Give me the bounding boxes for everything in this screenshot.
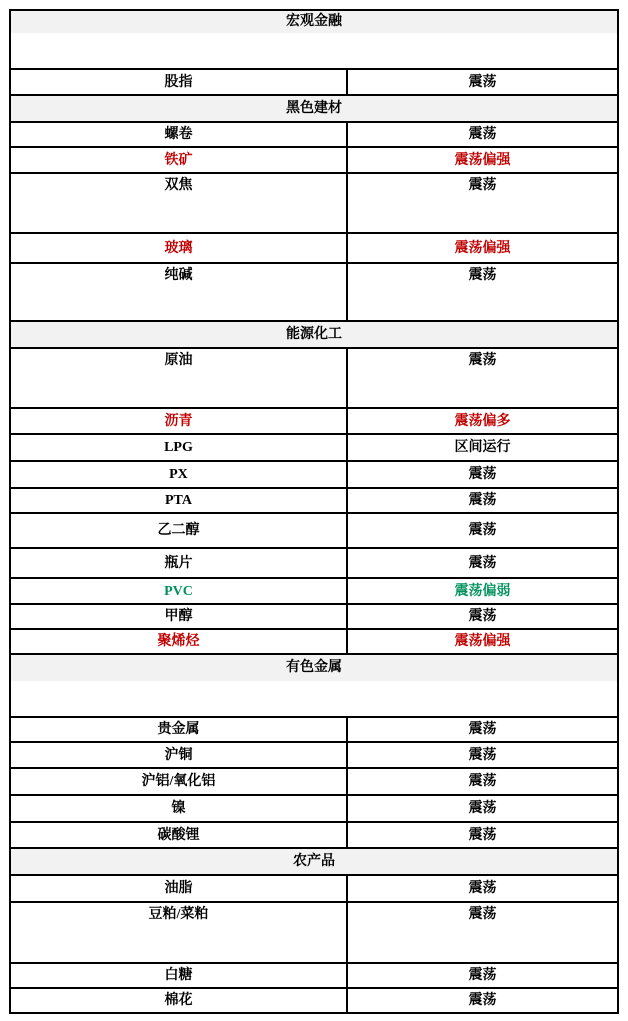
commodity-cell — [11, 876, 348, 901]
outlook-cell — [348, 964, 617, 987]
commodity-name: 聚烯烃 — [157, 634, 200, 649]
outlook-value: 震荡 — [468, 774, 497, 789]
outlook-value: 震荡偏强 — [454, 634, 511, 649]
outlook-cell — [348, 70, 617, 94]
commodity-cell — [11, 462, 348, 487]
commodity-name: 白糖 — [164, 968, 193, 983]
outlook-value: 震荡偏弱 — [454, 583, 511, 599]
outlook-value: 震荡 — [468, 907, 497, 922]
outlook-value: 震荡 — [468, 555, 497, 571]
outlook-value: 震荡 — [468, 993, 497, 1008]
table-row — [11, 462, 617, 489]
commodity-cell — [11, 435, 348, 460]
section-header-band — [11, 96, 617, 121]
section-title: 宏观金融 — [286, 14, 342, 29]
commodity-cell — [11, 174, 348, 232]
outlook-value: 震荡 — [468, 881, 497, 896]
commodity-name: 股指 — [164, 74, 193, 90]
commodity-cell — [11, 264, 348, 320]
table-row — [11, 123, 617, 148]
section-spacer — [11, 681, 617, 716]
commodity-cell — [11, 989, 348, 1012]
section-header-row — [11, 655, 617, 718]
section-header-band — [11, 11, 617, 33]
table-row — [11, 489, 617, 514]
outlook-value: 震荡偏强 — [454, 152, 511, 168]
commodity-name: 双焦 — [164, 178, 193, 193]
commodity-cell — [11, 579, 348, 603]
commodity-name: 镍 — [171, 801, 186, 816]
outlook-value: 震荡偏强 — [454, 240, 511, 256]
outlook-value: 震荡 — [468, 493, 497, 508]
outlook-cell — [348, 903, 617, 962]
commodity-cell — [11, 630, 348, 653]
outlook-value: 震荡 — [468, 127, 497, 142]
commodity-name: 棉花 — [164, 993, 193, 1008]
commodity-cell — [11, 514, 348, 547]
outlook-cell — [348, 605, 617, 628]
table-row — [11, 148, 617, 174]
commodity-name: 纯碱 — [164, 268, 193, 283]
section-header-row — [11, 849, 617, 876]
table-row — [11, 718, 617, 743]
outlook-cell — [348, 796, 617, 821]
outlook-value: 震荡 — [468, 827, 497, 843]
outlook-value: 震荡 — [468, 178, 497, 193]
outlook-value: 震荡 — [468, 467, 497, 482]
outlook-cell — [348, 579, 617, 603]
commodity-name: 碳酸锂 — [157, 827, 200, 843]
outlook-cell — [348, 630, 617, 653]
table-row — [11, 903, 617, 964]
table-row — [11, 823, 617, 849]
commodity-cell — [11, 903, 348, 962]
outlook-cell — [348, 743, 617, 767]
section-header-row — [11, 96, 617, 123]
commodity-cell — [11, 489, 348, 512]
section-header-band — [11, 322, 617, 347]
commodity-name: 油脂 — [164, 881, 193, 896]
table-row — [11, 964, 617, 989]
outlook-cell — [348, 123, 617, 146]
outlook-value: 震荡 — [468, 268, 497, 283]
outlook-cell — [348, 769, 617, 794]
commodity-cell — [11, 743, 348, 767]
outlook-value: 震荡 — [468, 523, 497, 538]
commodity-cell — [11, 234, 348, 262]
outlook-cell — [348, 718, 617, 741]
table-row — [11, 989, 617, 1012]
section-title: 能源化工 — [286, 326, 342, 342]
outlook-cell — [348, 174, 617, 232]
table-row — [11, 876, 617, 903]
commodity-cell — [11, 718, 348, 741]
table-row — [11, 514, 617, 549]
outlook-value: 震荡 — [468, 74, 497, 90]
outlook-value: 震荡 — [468, 801, 497, 816]
table-row — [11, 349, 617, 409]
outlook-cell — [348, 462, 617, 487]
outlook-value: 震荡 — [468, 968, 497, 983]
commodity-cell — [11, 796, 348, 821]
outlook-cell — [348, 514, 617, 547]
commodity-cell — [11, 605, 348, 628]
table-row — [11, 769, 617, 796]
section-header-band — [11, 849, 617, 874]
commodity-name: 螺卷 — [164, 127, 193, 142]
commodity-cell — [11, 823, 348, 847]
commodity-cell — [11, 964, 348, 987]
commodity-name: 甲醇 — [164, 609, 193, 624]
outlook-value: 震荡 — [468, 353, 497, 368]
section-spacer — [11, 33, 617, 68]
commodity-name: 豆粕/菜粕 — [148, 907, 209, 922]
outlook-cell — [348, 435, 617, 460]
outlook-value: 震荡 — [468, 609, 497, 624]
section-title: 有色金属 — [286, 660, 342, 675]
outlook-cell — [348, 989, 617, 1012]
outlook-value: 震荡 — [468, 747, 497, 763]
commodity-cell — [11, 409, 348, 433]
commodity-name: PVC — [164, 583, 193, 599]
commodity-name: 沪铜 — [164, 747, 193, 763]
commodity-cell — [11, 769, 348, 794]
table-row — [11, 605, 617, 630]
section-header-row — [11, 11, 617, 70]
table-row — [11, 630, 617, 655]
outlook-cell — [348, 148, 617, 172]
section-title: 黑色建材 — [286, 100, 342, 116]
table-row — [11, 409, 617, 435]
outlook-cell — [348, 489, 617, 512]
commodity-name: LPG — [164, 440, 193, 455]
outlook-value: 区间运行 — [454, 440, 511, 455]
table-row — [11, 264, 617, 322]
commodity-cell — [11, 349, 348, 407]
table-row — [11, 435, 617, 462]
outlook-cell — [348, 823, 617, 847]
section-header-row — [11, 322, 617, 349]
outlook-value: 震荡 — [468, 722, 497, 737]
commodity-name: 原油 — [164, 353, 193, 368]
commodity-cell — [11, 70, 348, 94]
commodity-name: 贵金属 — [157, 722, 200, 737]
table-row — [11, 70, 617, 96]
commodity-name: 沥青 — [164, 413, 193, 429]
commodity-cell — [11, 148, 348, 172]
outlook-cell — [348, 349, 617, 407]
commodity-cell — [11, 123, 348, 146]
commodity-name: PX — [169, 467, 188, 482]
table-row — [11, 743, 617, 769]
commodity-name: 乙二醇 — [157, 523, 200, 538]
outlook-cell — [348, 876, 617, 901]
table-row — [11, 796, 617, 823]
outlook-cell — [348, 264, 617, 320]
outlook-cell — [348, 549, 617, 577]
table-row — [11, 174, 617, 234]
table-row — [11, 579, 617, 605]
commodity-name: 铁矿 — [164, 152, 193, 168]
market-outlook-table — [9, 9, 619, 1014]
outlook-cell — [348, 234, 617, 262]
commodity-name: 沪铝/氧化铝 — [141, 774, 216, 789]
commodity-cell — [11, 549, 348, 577]
commodity-name: 瓶片 — [164, 555, 193, 571]
outlook-cell — [348, 409, 617, 433]
table-row — [11, 549, 617, 579]
commodity-name: 玻璃 — [164, 240, 193, 256]
table-row — [11, 234, 617, 264]
section-title: 农产品 — [293, 853, 335, 869]
outlook-value: 震荡偏多 — [454, 413, 511, 429]
commodity-name: PTA — [164, 493, 192, 508]
section-header-band — [11, 655, 617, 681]
